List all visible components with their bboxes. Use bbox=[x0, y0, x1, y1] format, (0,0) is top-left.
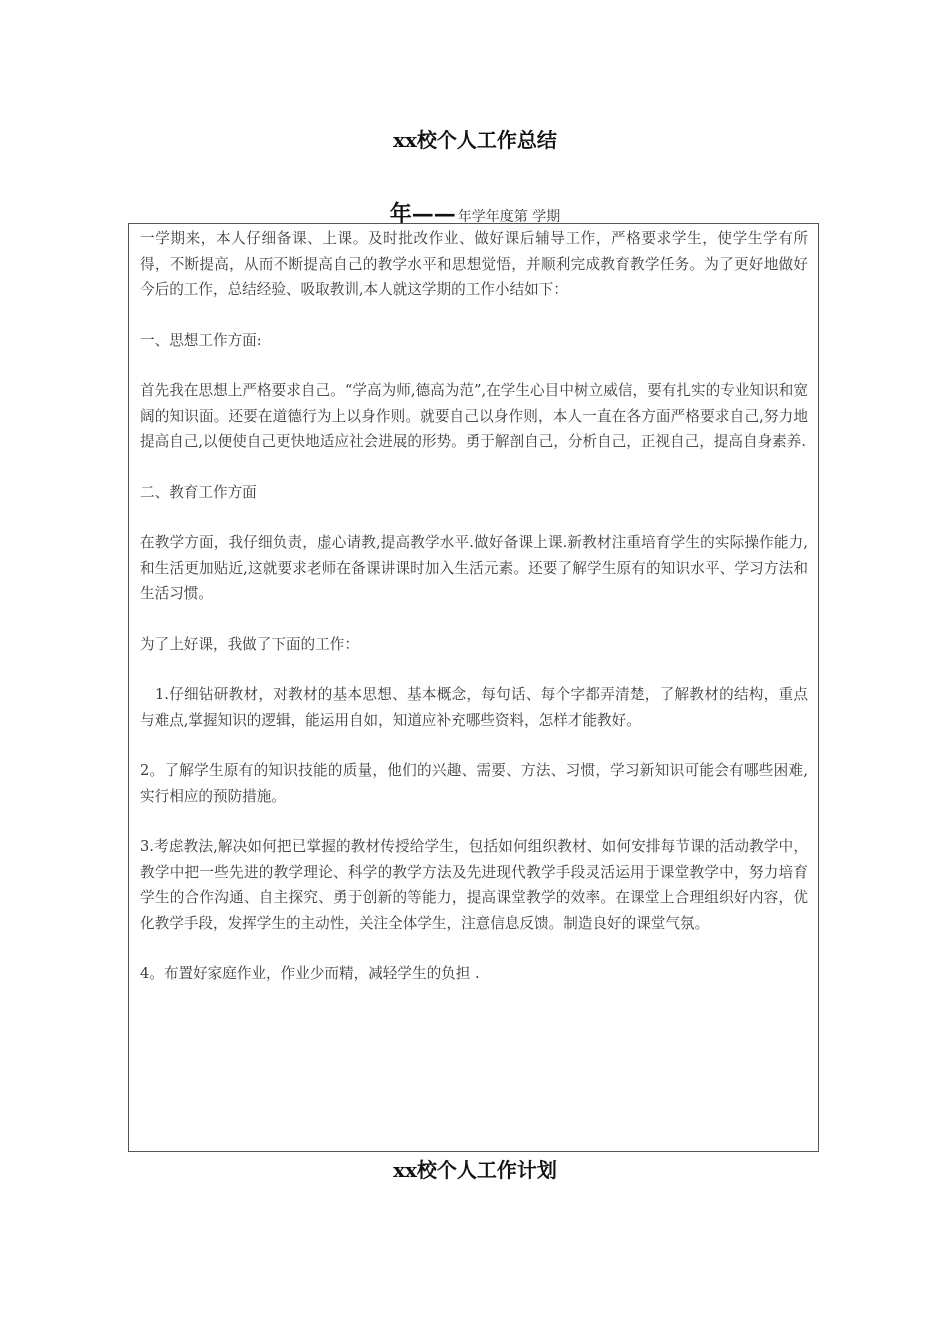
teaching-paragraph: 在教学方面，我仔细负责，虚心请教,提高教学水平.做好备课上课.新教材注重培育学生的实际操作能力,和生活更加贴近,这就要求老师在备课讲课时加入生活元素。还要了解学生原有的知识水平、学习方法和生活习惯。 bbox=[140, 534, 808, 602]
summary-content-box bbox=[128, 223, 819, 1152]
document-title: xx校个人工作总结 bbox=[393, 128, 557, 152]
term-suffix: 年学年度第 学期 bbox=[457, 209, 561, 225]
work-intro-paragraph: 为了上好课，我做了下面的工作： bbox=[140, 635, 359, 653]
work-item-4: 4。布置好家庭作业，作业少而精，减轻学生的负担 . bbox=[140, 965, 480, 982]
ideology-paragraph: 首先我在思想上严格要求自己。“学高为师,德高为范”,在学生心目中树立威信，要有扎实的专业知识和宽阔的知识面。还要在道德行为上以身作则。就要自己以身作则，本人一直在各方面严格要求自己,努力地提高自己,以便使自己更快地适应社会进展的形势。勇于解剖自己，分析自己，正视自己，提高自身素养. bbox=[140, 382, 808, 450]
section-heading-ideology: 一、思想工作方面: bbox=[140, 331, 262, 349]
section-heading-education: 二、教育工作方面 bbox=[140, 483, 257, 501]
work-item-3: 3.考虑教法,解决如何把已掌握的教材传授给学生，包括如何组织教材、如何安排每节课的活动教学中，教学中把一些先进的教学理论、科学的教学方法及先进现代教学手段灵活运用于课堂教学中，努力培育学生的合作沟通、自主探究、勇于创新的等能力，提高课堂教学的效率。在课堂上合理组织好内容，优化教学手段，发挥学生的主动性，关注全体学生，注意信息反馈。制造良好的课堂气氛。 bbox=[140, 838, 808, 932]
intro-paragraph: 一学期来，本人仔细备课、上课。及时批改作业、做好课后辅导工作，严格要求学生，使学生学有所得，不断提高，从而不断提高自己的教学水平和思想觉悟，并顺利完成教育教学任务。为了更好地做好今后的工作，总结经验、吸取教训,本人就这学期的工作小结如下： bbox=[140, 230, 808, 298]
work-item-2: 2。了解学生原有的知识技能的质量，他们的兴趣、需要、方法、习惯，学习新知识可能会有哪些困难,实行相应的预防措施。 bbox=[140, 762, 808, 805]
work-item-1: 1.仔细钻研教材，对教材的基本思想、基本概念，每句话、每个字都弄清楚，了解教材的结构，重点与难点,掌握知识的逻辑，能运用自如，知道应补充哪些资料，怎样才能教好。 bbox=[140, 686, 808, 729]
next-document-title: xx校个人工作计划 bbox=[393, 1158, 557, 1182]
term-prefix: 年—— bbox=[389, 201, 456, 227]
